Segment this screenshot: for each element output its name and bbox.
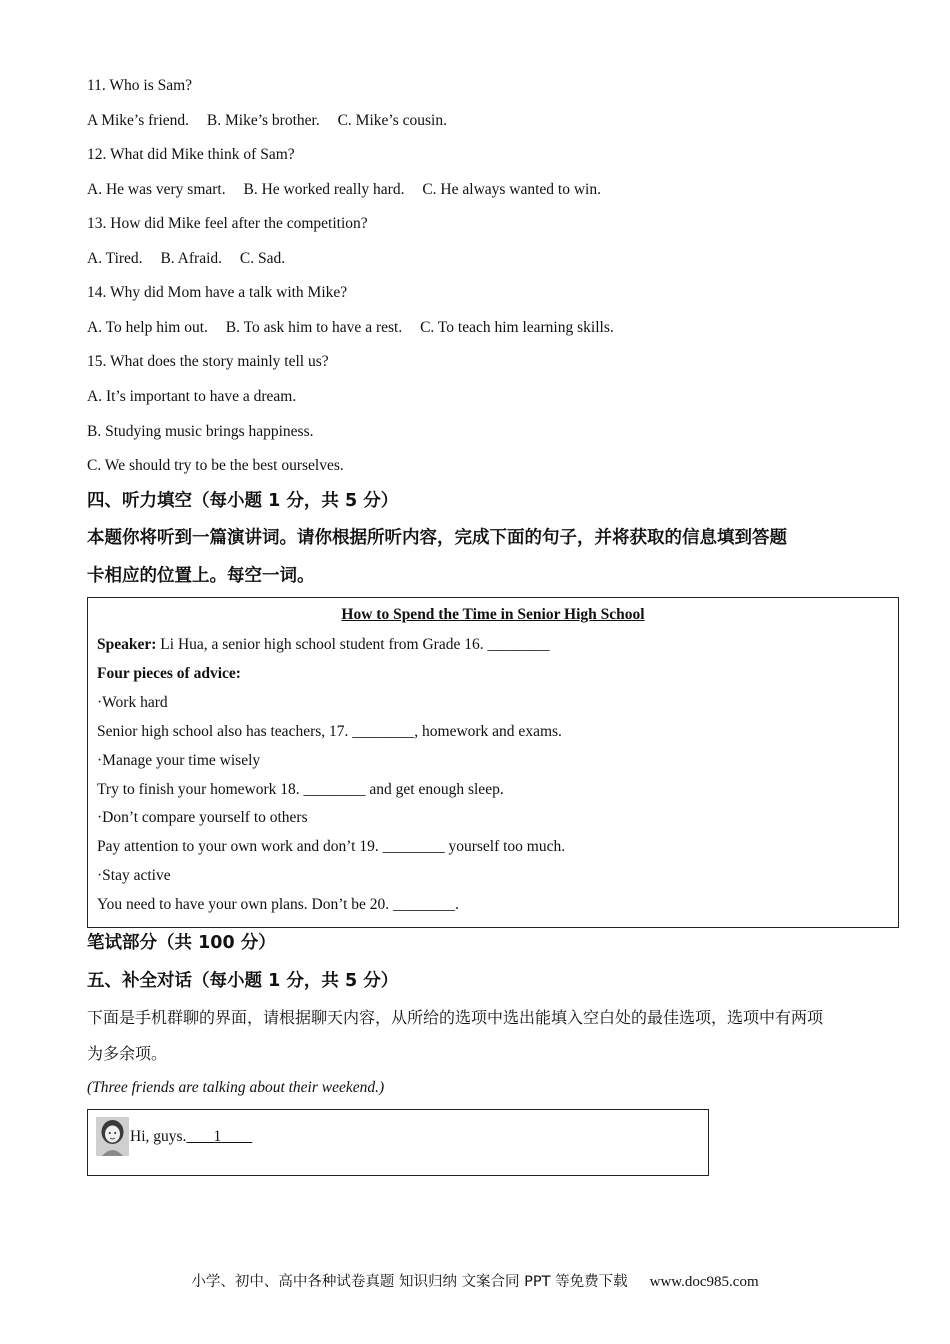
- option-b: B. Afraid.: [160, 250, 222, 267]
- question-14-options: [87, 318, 628, 338]
- section-4-instruction-2: 卡相应的位置上。每空一词。: [87, 566, 315, 586]
- advice-heading-stay-active: ·Stay active: [97, 867, 171, 884]
- blank-18-line: Try to finish your homework 18. ________ and get enough sleep.: [97, 781, 504, 798]
- advice-heading-dont-compare: ·Don’t compare yourself to others: [97, 809, 308, 826]
- question-13-stem: 13. How did Mike feel after the competition?: [87, 215, 368, 232]
- option-b: B. He worked really hard.: [243, 181, 405, 198]
- section-5-heading: 五、补全对话（每小题 1 分，共 5 分）: [87, 971, 399, 991]
- listening-notes-box: [87, 597, 899, 928]
- advice-heading-work-hard: ·Work hard: [97, 694, 168, 711]
- option-b: B. To ask him to have a rest.: [225, 319, 403, 336]
- speaker-line: [97, 635, 549, 655]
- footer-text: 小学、初中、高中各种试卷真题 知识归纳 文案合同 PPT 等免费下载: [191, 1274, 628, 1290]
- chat-window: [87, 1109, 709, 1176]
- option-c: C. We should try to be the best ourselves.: [87, 457, 344, 474]
- option-a: A. To help him out.: [87, 319, 208, 336]
- question-14-stem: 14. Why did Mom have a talk with Mike?: [87, 284, 348, 301]
- chat-message: [130, 1128, 252, 1146]
- question-11-stem: 11. Who is Sam?: [87, 77, 193, 94]
- option-c: C. He always wanted to win.: [422, 181, 601, 198]
- written-part-heading: 笔试部分（共 100 分）: [87, 933, 276, 953]
- speaker-label: Speaker:: [97, 636, 157, 653]
- advice-label: Four pieces of advice:: [97, 665, 241, 682]
- blank-1: [186, 1128, 252, 1146]
- option-c: C. Sad.: [239, 250, 286, 267]
- option-c: C. Mike’s cousin.: [337, 112, 447, 129]
- question-11-options: [87, 111, 461, 131]
- option-b: B. Mike’s brother.: [206, 112, 320, 129]
- question-13-options: [87, 249, 299, 269]
- footer-site-link[interactable]: www.doc985.com: [649, 1274, 759, 1290]
- option-b: B. Studying music brings happiness.: [87, 423, 314, 440]
- blank-19-line: Pay attention to your own work and don’t 19. ________ yourself too much.: [97, 838, 566, 855]
- option-a: A. He was very smart.: [87, 181, 226, 198]
- blank-1-number: 1: [213, 1128, 222, 1145]
- option-a: A. It’s important to have a dream.: [87, 388, 297, 405]
- speaker-text: Li Hua, a senior high school student from Grade 16. ________: [156, 636, 550, 653]
- option-a: A Mike’s friend.: [87, 112, 190, 129]
- avatar: [96, 1117, 129, 1156]
- blank-17-line: Senior high school also has teachers, 17. ________, homework and exams.: [97, 723, 562, 740]
- box-title: How to Spend the Time in Senior High School: [341, 606, 645, 623]
- dialogue-context: (Three friends are talking about their weekend.): [87, 1079, 385, 1096]
- question-15-stem: 15. What does the story mainly tell us?: [87, 353, 329, 370]
- advice-heading-manage-time: ·Manage your time wisely: [97, 752, 261, 769]
- girl-avatar-icon: [96, 1117, 129, 1156]
- chat-message-text: Hi, guys.: [130, 1128, 187, 1145]
- blank-20-line: You need to have your own plans. Don’t be 20. ________.: [97, 896, 459, 913]
- page-footer: [0, 1270, 950, 1291]
- section-5-instruction-1: 下面是手机群聊的界面，请根据聊天内容，从所给的选项中选出能填入空白处的最佳选项，选项中有两项: [87, 1008, 824, 1027]
- question-12-stem: 12. What did Mike think of Sam?: [87, 146, 295, 163]
- option-c: C. To teach him learning skills.: [420, 319, 614, 336]
- question-12-options: [87, 180, 615, 200]
- option-a: A. Tired.: [87, 250, 143, 267]
- section-4-instruction-1: 本题你将听到一篇演讲词。请你根据所听内容，完成下面的句子，并将获取的信息填到答题: [87, 528, 787, 548]
- section-4-heading: 四、听力填空（每小题 1 分，共 5 分）: [87, 491, 399, 511]
- section-5-instruction-2: 为多余项。: [87, 1044, 168, 1063]
